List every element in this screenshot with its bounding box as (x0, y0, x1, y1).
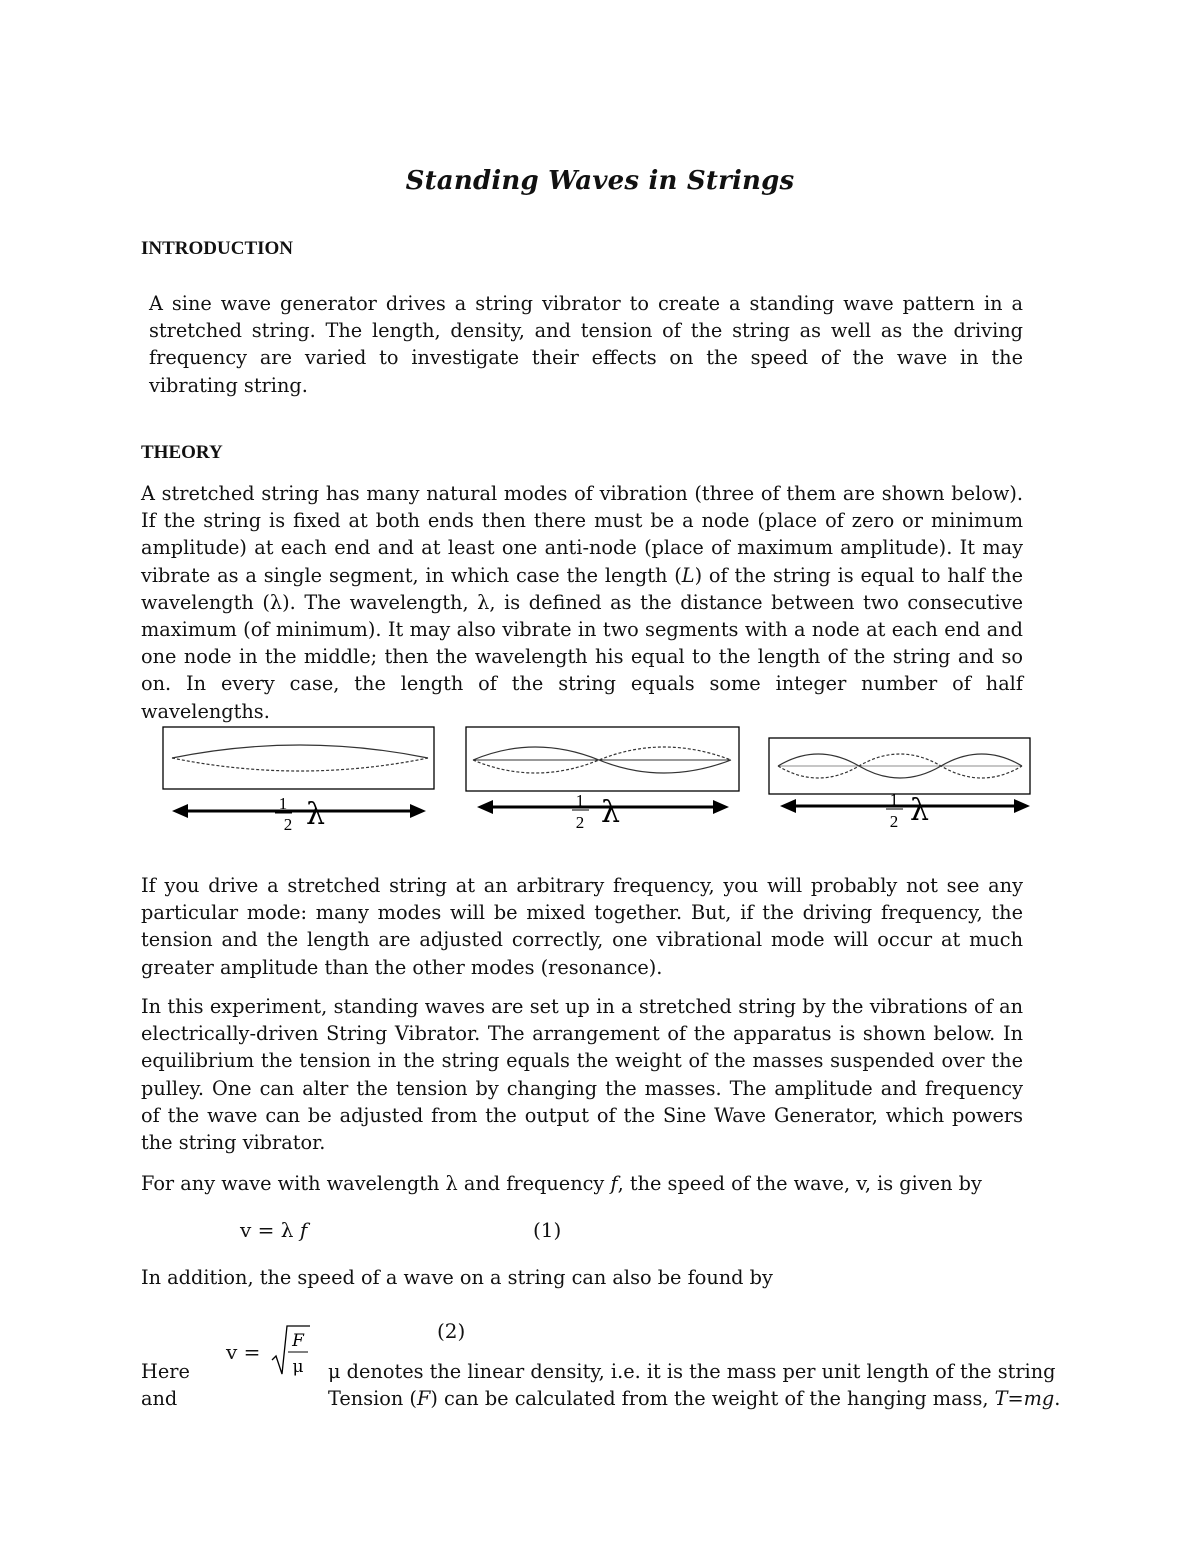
figure-three-segments (766, 734, 1036, 838)
fraction-denominator: 2 (283, 815, 293, 834)
lambda-symbol: λ (306, 797, 326, 832)
tension-definition: Tension (F) can be calculated from the weight of the hanging mass, T=mg. (328, 1387, 1061, 1410)
figure-two-segments (463, 722, 743, 838)
theory-paragraph-3: In this experiment, standing waves are set up in a stretched string by the vibrations of an electrically-driven String Vibrator. The arrangement of the apparatus is shown below. In equilibrium the tension in the string equals the weight of the masses suspended over the pulley. One can alter the tension by changing the masses. The amplitude and frequency of the wave can be adjusted from the output of the Sine Wave Generator, which powers the string vibrator. (141, 995, 1023, 1155)
fraction-numerator: 1 (278, 794, 288, 813)
equation-1-number: (1) (533, 1218, 562, 1242)
figure-one-segment (160, 722, 440, 838)
equation-1-lhs: v = λ (240, 1218, 294, 1242)
and-label: and (141, 1387, 178, 1410)
intro-heading: INTRODUCTION (141, 238, 294, 259)
equation-2-numerator: F (292, 1331, 304, 1351)
theory-paragraph-1: A stretched string has many natural modes of vibration (three of them are shown below). If the string is fixed at both ends then there must be a node (place of zero or minimum amplitude) at each end and at least one anti-node (place of maximum amplitude). It may vibrate as a single segment, in which case the length (L) of the string is equal to half the wavelength (λ). The wavelength, λ, is defined as the distance between two consecutive maximum (of minimum). It may also vibrate in two segments with a node at each end and one node in the middle; then the wavelength his equal to the length of the string and so on. In every case, the length of the string equals some integer number of half wavelengths. (141, 482, 1023, 723)
fraction-numerator: 1 (575, 791, 585, 810)
intro-paragraph: A sine wave generator drives a string vibrator to create a standing wave pattern in a stretched string. The length, density, and tension of the string as well as the driving frequency are varied to investigate their effects on the speed of the wave in the vibrating string. (149, 292, 1023, 397)
equation-2-denominator: μ (292, 1357, 304, 1377)
fraction-numerator: 1 (889, 790, 899, 809)
mu-definition: μ denotes the linear density, i.e. it is the mass per unit length of the string (328, 1360, 1056, 1383)
figure-frame (163, 727, 434, 789)
equation-2-lhs: v = (226, 1340, 261, 1364)
lambda-symbol: λ (910, 793, 930, 828)
equation-1-f: f (299, 1218, 308, 1242)
equation-2-number: (2) (437, 1319, 466, 1343)
radical-sign (272, 1326, 310, 1374)
theory-paragraph-4: For any wave with wavelength λ and frequency f, the speed of the wave, v, is given by (141, 1172, 982, 1195)
theory-heading: THEORY (141, 442, 223, 463)
theory-paragraph-5: In addition, the speed of a wave on a string can also be found by (141, 1266, 773, 1289)
lambda-symbol: λ (601, 795, 621, 830)
here-label: Here (141, 1360, 190, 1383)
fraction-denominator: 2 (575, 813, 585, 832)
wave-dashed (172, 758, 428, 771)
page-title: Standing Waves in Strings (405, 166, 795, 196)
figure-frame (466, 727, 739, 791)
fraction-denominator: 2 (889, 812, 899, 831)
square-root-fraction (270, 1322, 318, 1382)
equation-1 (240, 1218, 307, 1242)
wave-solid (172, 745, 428, 758)
theory-paragraph-2: If you drive a stretched string at an arbitrary frequency, you will probably not see any particular mode: many modes will be mixed together. But, if the driving frequency, the tension and the length are adjusted correctly, one vibrational mode will occur at much greater amplitude than the other modes (resonance). (141, 874, 1023, 979)
